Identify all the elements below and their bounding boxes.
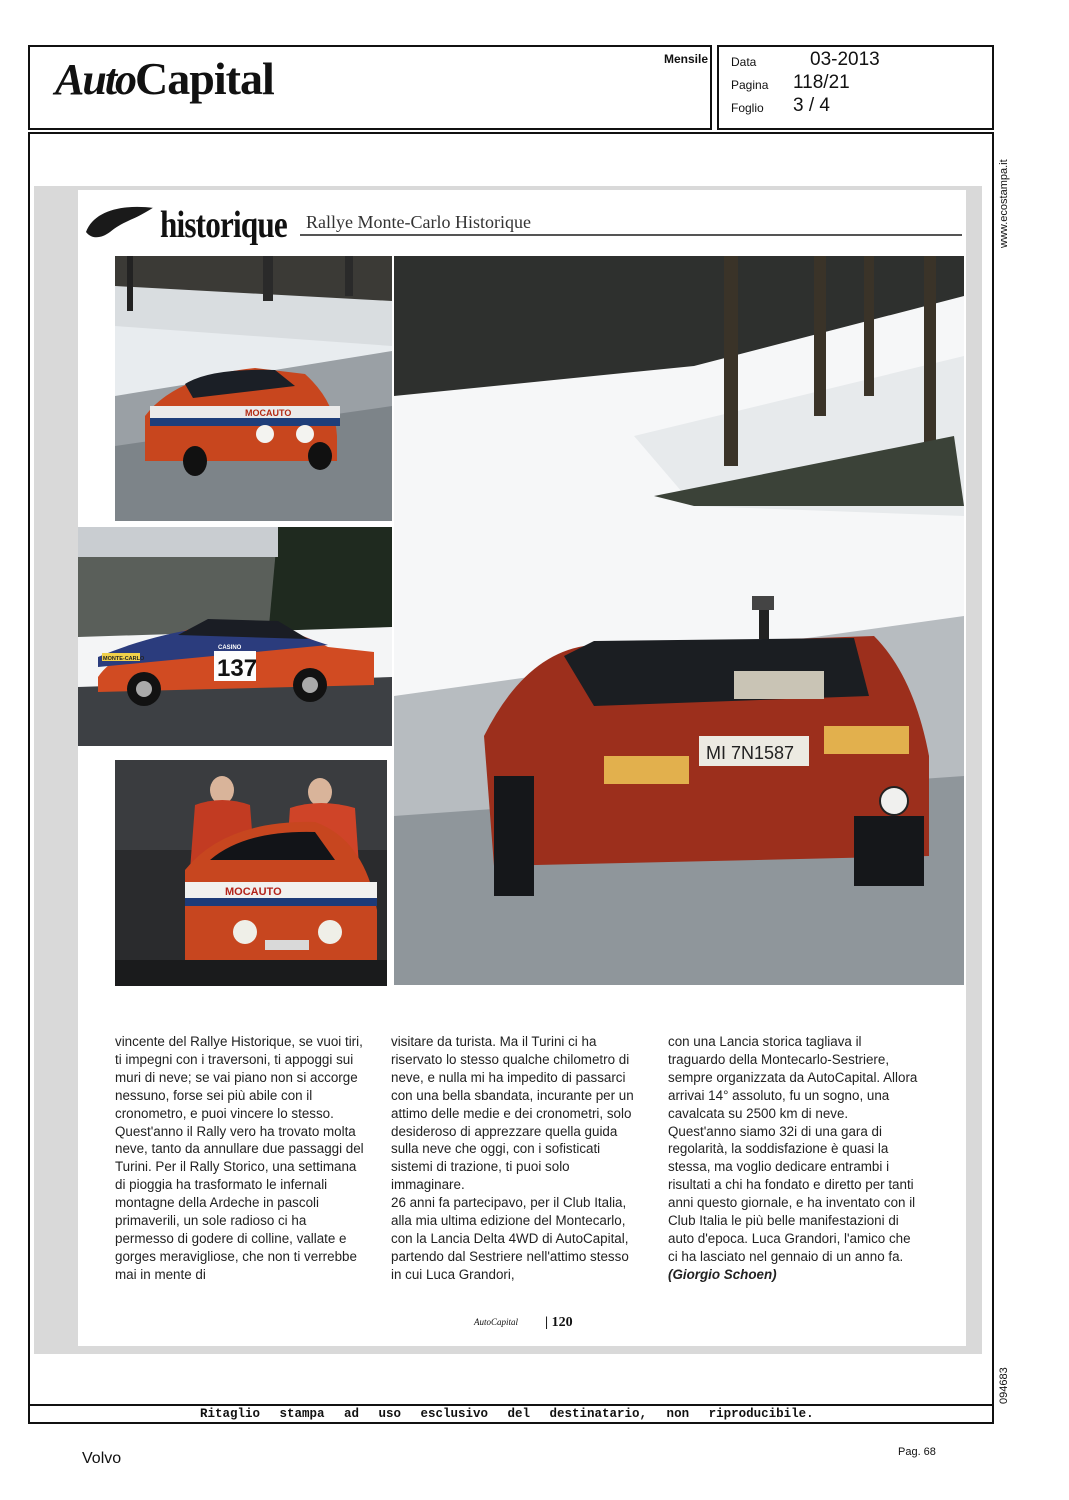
author-signature: (Giorgio Schoen) — [668, 1266, 777, 1282]
photo1-sponsor-text: MOCAUTO — [245, 408, 292, 418]
autocapital-logo: AutoCapital — [55, 53, 274, 104]
meta-value-pagina: 118/21 — [793, 72, 850, 93]
website-label: www.ecostampa.it — [998, 159, 1010, 248]
license-plate: MI 7N1587 — [706, 743, 795, 763]
photo2-montecarlo-label: MONTE-CARLO — [103, 656, 145, 662]
frequency-label: Mensile — [664, 52, 709, 66]
article-column-1 — [115, 1033, 365, 1284]
paragraph-3: 26 anni fa partecipavo, per il Club Italia, alla mia ultima edizione del Montecarlo, con la Lancia Delta 4WD di AutoCapital, partendo dal Sestriere nell'attimo stesso in cui Luca Grandori, — [391, 1195, 629, 1282]
client-name: Volvo — [82, 1450, 122, 1467]
disclaimer-text: Ritaglio stampa ad uso esclusivo del destinatario, non riproducibile. — [200, 1407, 814, 1421]
race-number: 137 — [217, 655, 258, 682]
photo-scirocco-rear — [394, 256, 964, 985]
photo-scirocco-front — [115, 256, 392, 521]
section-title: historique — [160, 204, 287, 246]
meta-label-foglio: Foglio — [731, 101, 764, 115]
article-column-2 — [391, 1033, 641, 1284]
disclaimer-divider — [28, 1404, 994, 1406]
page-indicator: Pag. 68 — [898, 1446, 936, 1458]
article-column-3 — [668, 1033, 918, 1284]
photo2-casino-label: CASINO — [218, 645, 242, 651]
meta-value-foglio: 3 / 4 — [793, 95, 830, 116]
section-subtitle: Rallye Monte-Carlo Historique — [306, 212, 531, 232]
meta-label-pagina: Pagina — [731, 78, 769, 92]
heading-rule — [300, 234, 962, 236]
photo-scirocco-side — [78, 527, 392, 746]
paragraph-4: con una Lancia storica tagliava il traguardo della Montecarlo-Sestriere, sempre organizzata da AutoCapital. Allora arrivai 14° assoluto, fu un sogno, una cavalcata su 2500 km di neve. Quest'anno siamo 32i di una gara di regolarità, la soddisfazione è quasi la stessa, ma voglio dedicare entrambi i risultati a chi ha fondato e diretto per tanti anni questo giornale, e ha inventato con il Club Italia le più belle manifestazioni di auto d'epoca. Luca Grandori, l'amico che ci ha lasciato nel gennaio di un anno fa. — [668, 1034, 918, 1264]
historique-emblem-icon — [84, 202, 156, 242]
meta-label-data: Data — [731, 55, 757, 69]
document-code: 094683 — [998, 1367, 1010, 1404]
paragraph-2: visitare da turista. Ma il Turini ci ha riservato lo stesso qualche chilometro di neve, e nulla mi ha impedito di passarci con una bella sbandata, incurante per un attimo delle medie e dei cronometri, solo desideroso di apprezzare quella guida sulla neve che oggi, con i sofisticati sistemi di trazione, ti puoi solo immaginare. — [391, 1034, 634, 1193]
footer-logo: AutoCapital — [474, 1317, 519, 1327]
photo-crew-night — [115, 760, 387, 986]
magazine-page-number: | 120 — [545, 1315, 573, 1330]
meta-value-data: 03-2013 — [810, 49, 880, 70]
photo3-sponsor-text: MOCAUTO — [225, 886, 282, 898]
paragraph-1: vincente del Rallye Historique, se vuoi tiri, ti impegni con i traversoni, ti appoggi sui muri di neve; se vai piano non si accorge nessuno, forse sei più abile con il cronometro, e puoi vincere lo stesso. Quest'anno il Rally vero ha trovato molta neve, tanto da annullare due passaggi del Turini. Per il Rally Storico, una settimana di pioggia ha trasformato le infernali montagne della Ardeche in pascoli primaverili, un sole radioso ci ha permesso di godere di colline, vallate e gorges meravigliose, che non ti verrebbe mai in mente di — [115, 1034, 364, 1282]
